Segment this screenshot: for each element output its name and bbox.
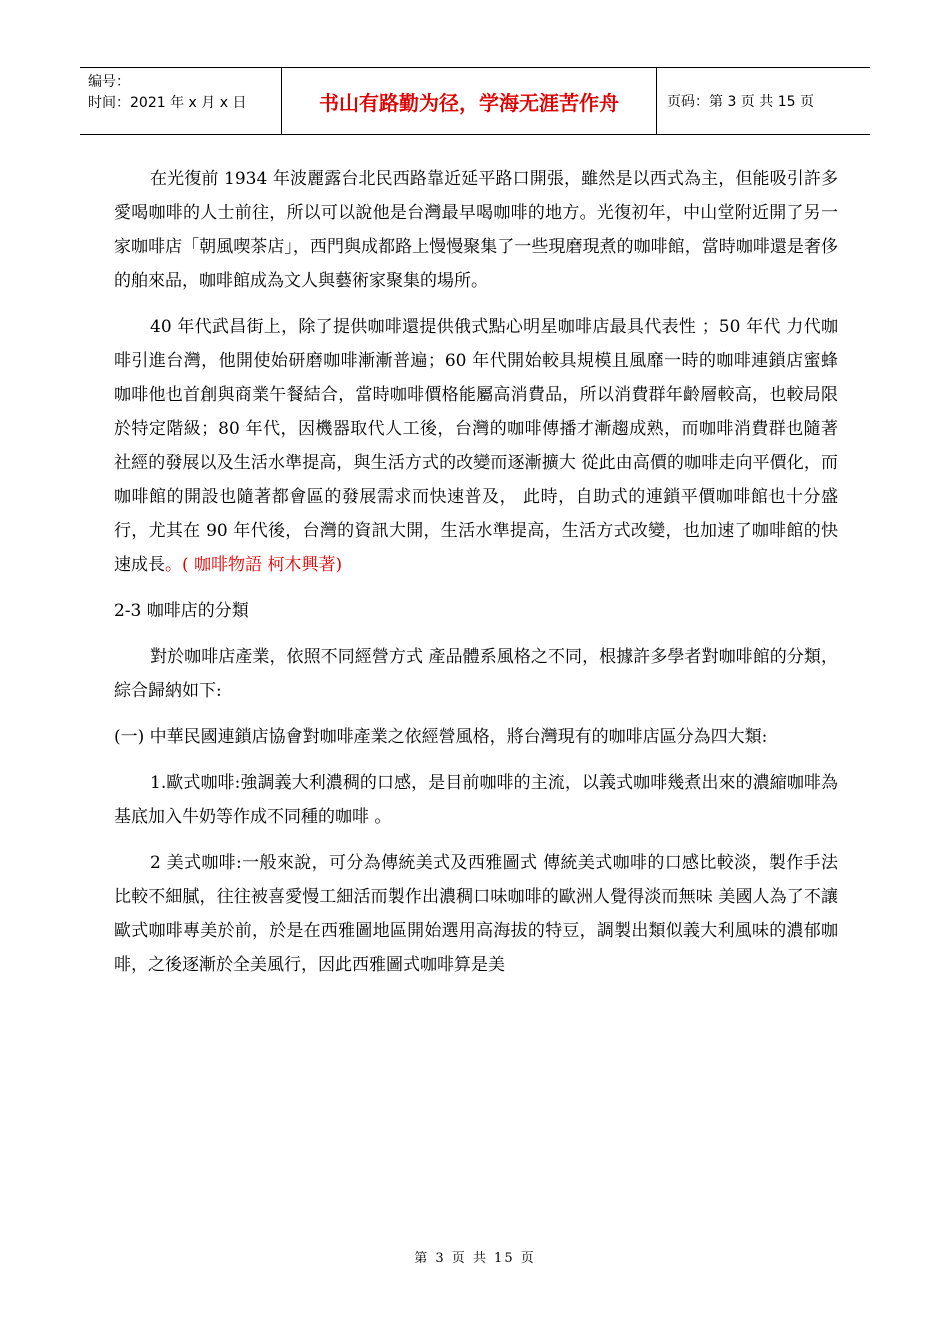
- document-body: [114, 162, 838, 994]
- page-header: [80, 67, 870, 135]
- header-slogan: 书山有路勤为径，学海无涯苦作舟: [282, 68, 657, 134]
- paragraph: 對於咖啡店產業，依照不同經營方式 產品體系風格之不同，根據許多學者對咖啡館的分類，綜合歸納如下:: [114, 647, 838, 701]
- paragraph-text: 40 年代武昌街上，除了提供咖啡還提供俄式點心明星咖啡店最具代表性 ；50 年代 力代咖啡引進台灣，他開使始研磨咖啡漸漸普遍；60 年代開始較具規模且風靡一時的咖啡連鎖店蜜蜂咖啡他也首創與商業午餐結合，當時咖啡價格能屬高消費品，所以消費群年齡層較高，也較局限於特定階級；80 年代，因機器取代人工後，台灣的咖啡傳播才漸趨成熟，而咖啡消費群也隨著社經的發展以及生活水準提高，與生活方式的改變而逐漸擴大 從此由高價的咖啡走向平價化，而咖啡館的開設也隨著都會區的發展需求而快速普及， 此時，自助式的連鎖平價咖啡館也十分盛行，尤其在 90 年代後，台灣的資訊大開，生活水準提高，生活方式改變，也加速了咖啡館的快速成長: [114, 317, 838, 575]
- header-meta: [80, 68, 282, 134]
- paragraph: 在光復前 1934 年波麗露台北民西路靠近延平路口開張，雖然是以西式為主，但能吸引許多愛喝咖啡的人士前往，所以可以說他是台灣最早喝咖啡的地方。光復初年，中山堂附近開了另一家咖啡店「朝風喫茶店」，西門與成都路上慢慢聚集了一些現磨現煮的咖啡館，當時咖啡還是奢侈的舶來品，咖啡館成為文人與藝術家聚集的場所。: [114, 169, 838, 291]
- citation: 。( 咖啡物語 柯木興著): [165, 555, 343, 575]
- paragraph: 2 美式咖啡:一般來說，可分為傳統美式及西雅圖式 傳統美式咖啡的口感比較淡，製作手法比較不細膩，往往被喜愛慢工細活而製作出濃稠口味咖啡的歐洲人覺得淡而無味 美國人為了不讓歐式咖啡專美於前，於是在西雅圖地區開始選用高海拔的特豆，調製出類似義大利風味的濃郁咖啡，之後逐漸於全美風行，因此西雅圖式咖啡算是美: [114, 853, 838, 975]
- page-footer: 第 3 页 共 15 页: [414, 1251, 536, 1266]
- header-page-number: 页码：第 3 页 共 15 页: [667, 94, 814, 110]
- section-heading: 2-3 咖啡店的分類: [114, 601, 249, 621]
- paragraph: (一) 中華民國連鎖店協會對咖啡產業之依經營風格，將台灣現有的咖啡店區分為四大類:: [114, 727, 768, 747]
- paragraph: 1.歐式咖啡:強調義大利濃稠的口感，是目前咖啡的主流，以義式咖啡幾煮出來的濃縮咖啡為基底加入牛奶等作成不同種的咖啡 。: [114, 773, 838, 827]
- document-date: 时间：2021 年 x 月 x 日: [88, 95, 247, 111]
- document-number: 编号：: [88, 74, 130, 90]
- paragraph: [114, 310, 838, 582]
